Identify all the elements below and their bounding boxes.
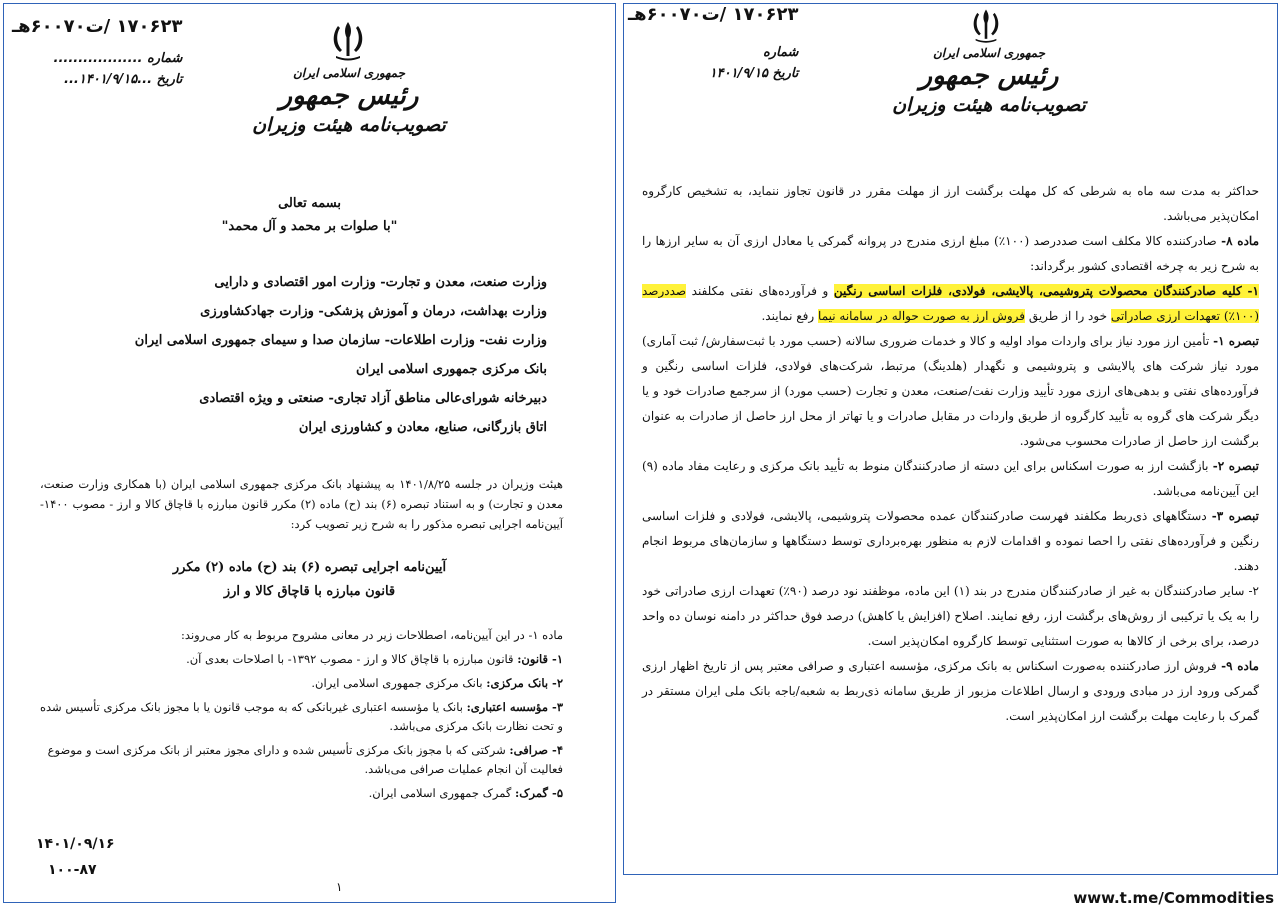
signature-date: ۱۴۰۱/۰۹/۱۶ (36, 836, 115, 852)
article-1 (24, 626, 595, 803)
letter-code: ۱۷۰۶۲۳ /ت۶۰۰۷۰هـ (12, 16, 183, 37)
republic-label: جمهوری اسلامی ایران (932, 46, 1046, 60)
letter-code: ۱۷۰۶۲۳ /ت۶۰۰۷۰هـ (628, 4, 799, 25)
header-meta-right (628, 4, 798, 81)
paragraph-text: رفع نمایند. (761, 309, 819, 323)
definition-label: ۵- گمرک: (515, 786, 563, 800)
definition-item (40, 698, 563, 736)
paragraph-continuation: حداکثر به مدت سه ماه به شرطی که کل مهلت برگشت ارز از مهلت مقرر در قانون تجاوز ننماید، به تشخیص کارگروه امکان‌پذیر می‌باشد. (642, 184, 1259, 223)
definition-item (40, 784, 563, 803)
definition-label: ۳- مؤسسه اعتباری: (466, 700, 563, 714)
paragraph-text: خود را از طریق (1025, 309, 1111, 323)
right-document-page (623, 3, 1278, 875)
header-brand-left (234, 66, 464, 138)
president-label: رئیس جمهور (919, 61, 1059, 91)
definition-item (40, 741, 563, 779)
paragraph-text: و فرآورده‌های نفتی مکلفند (686, 284, 834, 298)
definition-label: ۱- قانون: (517, 652, 563, 666)
recipient-ministries (24, 268, 595, 442)
regulation-heading-1: آیین‌نامه اجرایی تبصره (۶) بند (ح) ماده (۲) مکرر (172, 560, 447, 575)
definition-item (40, 674, 563, 693)
salawat: "با صلوات بر محمد و آل محمد" (221, 219, 398, 234)
article-8-item-2: ۲- سایر صادرکنندگان به غیر از صادرکنندگان مندرج در بند (۱) این ماده، موظفند نود درصد (۹۰٪) تعهدات ارزی صادراتی خود را به یک یا ترکیبی از روش‌های برگشت ارز، رفع نمایند. اصلاح (افزایش یا کاهش) درصد فوق حداکثر در دامنه نوسان ده واحد درصد، برای برخی از کالاها به صورت استثنایی توسط کارگروه امکان‌پذیر است. (642, 584, 1260, 648)
telegram-channel-watermark: www.t.me/Commodities (1073, 889, 1274, 907)
regulation-heading-2: قانون مبارزه با قاچاق کالا و ارز (223, 584, 396, 599)
iran-emblem-icon (964, 6, 1008, 44)
highlighted-text: فروش ارز به صورت حواله در سامانه نیما (818, 309, 1026, 323)
highlighted-text: ۱- کلیه صادرکنندگان محصولات پتروشیمی، پالایشی، فولادی، فلزات اساسی رنگین (833, 284, 1259, 298)
header-brand-right (874, 46, 1104, 118)
definition-text: قانون مبارزه با قاچاق کالا و ارز - مصوب ۱۳۹۲- با اصلاحات بعدی آن. (186, 652, 514, 666)
header-meta-left (12, 16, 182, 87)
ministry-line: دبیرخانه شورای‌عالی مناطق آزاد تجاری- صنعتی و ویژه اقتصادی (199, 391, 547, 406)
letter-date: تاریخ ۱۴۰۱/۹/۱۵ (709, 66, 799, 81)
definition-item (40, 650, 563, 669)
article-8-item-1 (642, 279, 1259, 329)
iran-emblem-icon (326, 18, 370, 62)
definition-text: شرکتی که با مجوز بانک مرکزی تأسیس شده و دارای مجوز معتبر از بانک مرکزی است و موضوع فعالیت آن انجام عملیات صرافی می‌باشد. (47, 743, 563, 776)
signature-number: ۱۰۰-۸۷ (48, 862, 97, 878)
ministry-line: وزارت بهداشت، درمان و آموزش پزشکی- وزارت جهادکشاورزی (200, 304, 547, 319)
ministry-line: بانک مرکزی جمهوری اسلامی ایران (356, 362, 547, 377)
ministry-line: اتاق بازرگانی، صنایع، معادن و کشاورزی ایران (298, 420, 547, 435)
article-label: ماده ۹- (1221, 659, 1259, 673)
article-text: فروش ارز صادرکننده به‌صورت اسکناس به بانک مرکزی، مؤسسه اعتباری و صرافی معتبر پس از تاریخ اظهار ارزی گمرکی ورود ارز در مبادی ورودی و ارسال اطلاعات مزبور از طریق سامانه ذی‌ربط به شعبه/باجه بانک ملی ایران مستقر در گمرک با رعایت مهلت برگشت ارز امکان‌پذیر است. (642, 659, 1259, 723)
definition-text: گمرک جمهوری اسلامی ایران. (368, 786, 512, 800)
definition-text: بانک یا مؤسسه اعتباری غیربانکی که به موجب قانون یا با مجوز بانک مرکزی تأسیس شده و تحت نظارت بانک مرکزی می‌باشد. (40, 700, 563, 733)
highlighted-text: صددرصد (۱۰۰٪) تعهدات ارزی صادراتی (642, 284, 1259, 323)
page-number: ۱ (336, 880, 343, 894)
definition-label: ۴- صرافی: (509, 743, 563, 757)
note-1 (642, 329, 1259, 454)
republic-label: جمهوری اسلامی ایران (292, 66, 406, 80)
note-label: تبصره ۳- (1211, 509, 1259, 523)
cabinet-label: تصویب‌نامه هیئت وزیران (892, 94, 1086, 116)
note-text: دستگاههای ذی‌ربط مکلفند فهرست صادرکنندگان عمده محصولات پتروشیمی، پالایشی، فولادی و فلزات اساسی رنگین و فرآورده‌های نفتی را احصا نموده و اقدامات لازم به منظور بهره‌برداری توسط دستگاهها و سازمان‌های مربوط انجام دهند. (642, 509, 1259, 573)
right-document-body (642, 179, 1259, 729)
left-document-page (3, 3, 616, 903)
article-1-intro: ماده ۱- در این آیین‌نامه، اصطلاحات زیر در معانی مشروح مربوط به کار می‌روند: (181, 628, 563, 642)
note-text: بازگشت ارز به صورت اسکناس برای این دسته از صادرکنندگان منوط به تأیید بانک مرکزی و رعایت مفاد ماده (۹) این آیین‌نامه می‌باشد. (642, 459, 1259, 498)
left-document-body (24, 196, 595, 808)
note-2 (642, 454, 1259, 504)
article-label: ماده ۸- (1221, 234, 1259, 248)
article-8 (642, 229, 1259, 279)
bismillah: بسمه تعالی (278, 196, 341, 211)
article-9 (642, 654, 1259, 729)
article-text: صادرکننده کالا مکلف است صددرصد (۱۰۰٪) مبلغ ارزی مندرج در پروانه گمرکی یا معادل ارزی آن به سایر ارزها را به شرح زیر به چرخه اقتصادی کشور برگرداند: (642, 234, 1259, 273)
note-label: تبصره ۲- (1212, 459, 1259, 473)
note-3 (642, 504, 1259, 579)
ministry-line: وزارت نفت- وزارت اطلاعات- سازمان صدا و سیمای جمهوری اسلامی ایران (134, 333, 547, 348)
president-label: رئیس جمهور (279, 81, 419, 111)
note-label: تبصره ۱- (1213, 334, 1260, 348)
letter-number: شماره (762, 45, 799, 60)
letter-date: تاریخ ...۱۴۰۱/۹/۱۵... (64, 72, 183, 87)
cabinet-label: تصویب‌نامه هیئت وزیران (252, 114, 446, 136)
definition-label: ۲- بانک مرکزی: (486, 676, 563, 690)
ministry-line: وزارت صنعت، معدن و تجارت- وزارت امور اقتصادی و دارایی (214, 275, 547, 290)
note-text: تأمین ارز مورد نیاز برای واردات مواد اولیه و کالا و خدمات ضروری سالانه (حسب مورد با ثبت‌سفارش/ ثبت آماری) مورد نیاز شرکت های پالایشی و پتروشیمی و نگهدار (هلدینگ) مرتبط، شرکت‌های فولادی، فلزات اساسی رنگین و فرآورده‌های نفتی و بدهی‌های ارزی مورد تأیید وزارت نفت/صنعت، معدن و تجارت (حسب مورد) از سرجمع صادرات خود و یا دیگر شرکت های گروه به تأیید کارگروه از طریق واردات در مقابل صادرات و یا تهاتر از محل ارز حاصل از صادرات به عنوان برگشت ارز حاصل از صادرات محسوب می‌شود. (642, 334, 1259, 448)
intro-paragraph: هیئت وزیران در جلسه ۱۴۰۱/۸/۲۵ به پیشنهاد بانک مرکزی جمهوری اسلامی ایران (با همکاری وزارت صنعت، معدن و تجارت) و به استناد تبصره (۶) بند (ح) ماده (۲) مکرر قانون مبارزه با قاچاق کالا و ارز - مصوب ۱۴۰۰- آیین‌نامه اجرایی تبصره مذکور را به شرح زیر تصویب کرد: (40, 477, 563, 531)
definition-text: بانک مرکزی جمهوری اسلامی ایران. (311, 676, 483, 690)
letter-number: شماره .................. (53, 51, 183, 66)
